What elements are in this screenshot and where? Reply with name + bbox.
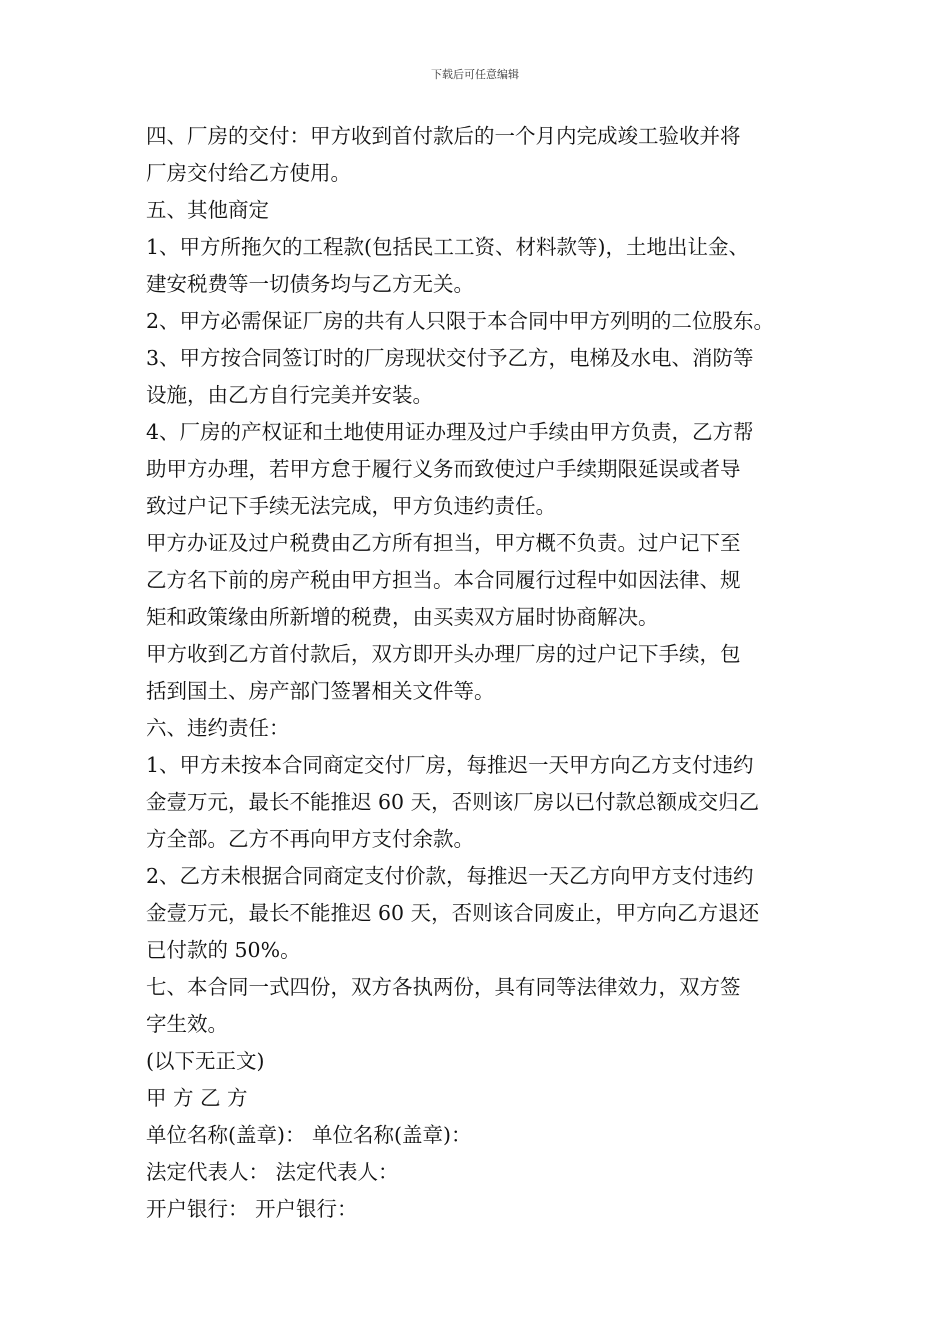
clause-line: 设施，由乙方自行完美并安装。	[146, 383, 433, 407]
section-heading: 五、其他商定	[146, 198, 269, 222]
clause-line: 2、乙方未根据合同商定支付价款，每推迟一天乙方向甲方支付违约	[146, 864, 754, 888]
clause-line: 建安税费等一切债务均与乙方无关。	[146, 272, 474, 296]
signature-parties: 甲 方 乙 方	[146, 1086, 248, 1110]
signature-field: 开户银行： 开户银行：	[146, 1197, 358, 1221]
clause-line: 四、厂房的交付：甲方收到首付款后的一个月内完成竣工验收并将	[146, 124, 741, 148]
clause-line: 括到国土、房产部门签署相关文件等。	[146, 679, 495, 703]
clause-line: 3、甲方按合同签订时的厂房现状交付予乙方，电梯及水电、消防等	[146, 346, 754, 370]
clause-line: 已付款的 50%。	[146, 938, 301, 962]
clause-line: 金壹万元，最长不能推迟 60 天，否则该合同废止，甲方向乙方退还	[146, 901, 760, 925]
page-header: 下载后可任意编辑	[431, 68, 519, 81]
clause-line: 1、甲方所拖欠的工程款(包括民工工资、材料款等)，土地出让金、	[146, 235, 750, 259]
clause-line: 2、甲方必需保证厂房的共有人只限于本合同中甲方列明的二位股东。	[146, 309, 775, 333]
clause-line: 致过户记下手续无法完成，甲方负违约责任。	[146, 494, 556, 518]
signature-field: 单位名称(盖章)： 单位名称(盖章)：	[146, 1123, 472, 1147]
clause-line: 1、甲方未按本合同商定交付厂房，每推迟一天甲方向乙方支付违约	[146, 753, 754, 777]
clause-line: 方全部。乙方不再向甲方支付余款。	[146, 827, 474, 851]
clause-line: 矩和政策缘由所新增的税费，由买卖双方届时协商解决。	[146, 605, 659, 629]
document-body	[146, 118, 818, 1228]
clause-line: 甲方办证及过户税费由乙方所有担当，甲方概不负责。过户记下至	[146, 531, 741, 555]
clause-line: 厂房交付给乙方使用。	[146, 161, 351, 185]
clause-line: (以下无正文)	[146, 1049, 265, 1073]
section-heading: 六、违约责任：	[146, 716, 290, 740]
clause-line: 4、厂房的产权证和土地使用证办理及过户手续由甲方负责，乙方帮	[146, 420, 754, 444]
clause-line: 七、本合同一式四份，双方各执两份，具有同等法律效力，双方签	[146, 975, 741, 999]
clause-line: 甲方收到乙方首付款后，双方即开头办理厂房的过户记下手续，包	[146, 642, 741, 666]
signature-field: 法定代表人： 法定代表人：	[146, 1160, 399, 1184]
clause-line: 金壹万元，最长不能推迟 60 天，否则该厂房以已付款总额成交归乙	[146, 790, 760, 814]
clause-line: 乙方名下前的房产税由甲方担当。本合同履行过程中如因法律、规	[146, 568, 741, 592]
clause-line: 字生效。	[146, 1012, 228, 1036]
clause-line: 助甲方办理，若甲方怠于履行义务而致使过户手续期限延误或者导	[146, 457, 741, 481]
